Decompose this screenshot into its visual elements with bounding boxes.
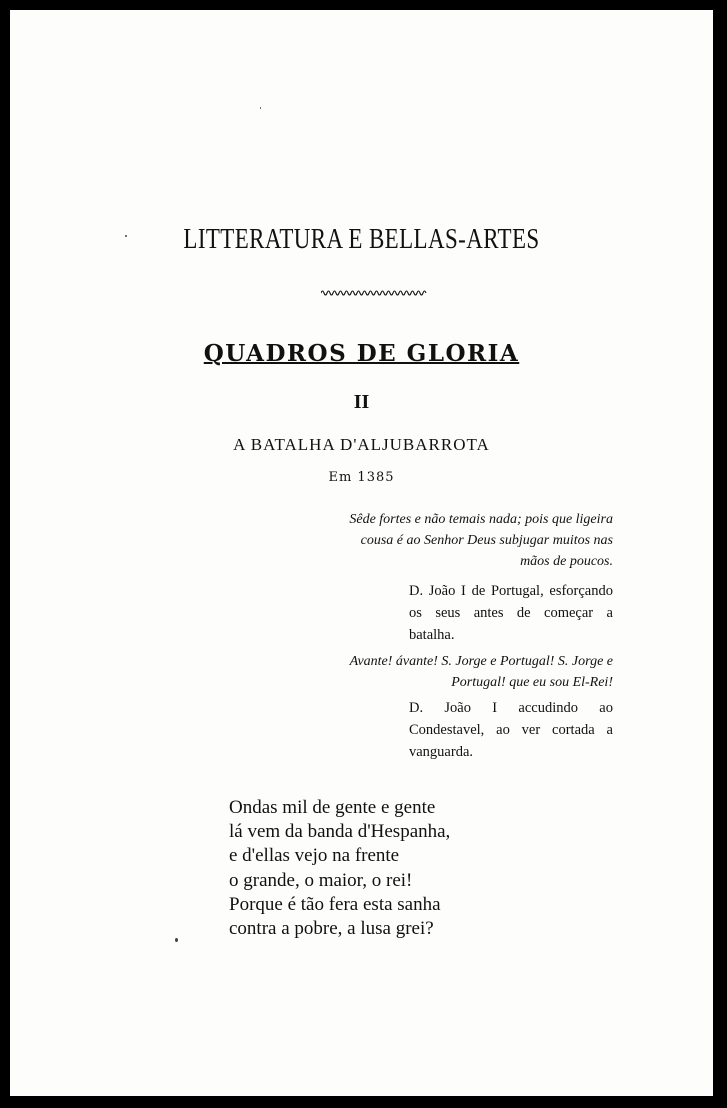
poem-line: contra a pobre, a lusa grei? bbox=[229, 918, 434, 940]
epigraph-attribution: D. João I de Portugal, esforçando os seus antes de começar a batalha. bbox=[409, 583, 613, 643]
ink-speck bbox=[175, 938, 178, 942]
poem-line: Porque é tão fera esta sanha bbox=[229, 893, 441, 915]
ink-speck bbox=[125, 235, 127, 237]
epigraph-quote: Avante! ávante! S. Jorge e Portugal! S. Jorge e Portugal! que eu sou El-Rei! bbox=[349, 654, 613, 690]
poem-line: lá vem da banda d'Hespanha, bbox=[229, 821, 451, 843]
poem-line: e d'ellas vejo na frente bbox=[229, 845, 400, 867]
poem-line: o grande, o maior, o rei! bbox=[229, 869, 413, 891]
poem-stanza bbox=[229, 796, 450, 941]
ink-speck bbox=[260, 107, 261, 109]
epigraph-quote: Sêde fortes e não temais nada; pois que ligeira cousa é ao Senhor Deus subjugar muitos nas mãos de poucos. bbox=[349, 512, 613, 569]
date-line: Em 1385 bbox=[328, 470, 395, 485]
wavy-divider bbox=[321, 288, 427, 298]
epigraph-attribution: D. João I accudindo ao Condestavel, ao ver cortada a vanguarda. bbox=[409, 700, 613, 760]
series-title: QUADROS DE GLORIA bbox=[203, 340, 520, 367]
section-title: LITTERATURA E BELLAS-ARTES bbox=[183, 224, 540, 255]
document-page bbox=[10, 10, 713, 1096]
poem-line: Ondas mil de gente e gente bbox=[229, 797, 436, 818]
chapter-subtitle: A BATALHA D'ALJUBARROTA bbox=[233, 435, 490, 454]
part-number: II bbox=[353, 391, 370, 413]
